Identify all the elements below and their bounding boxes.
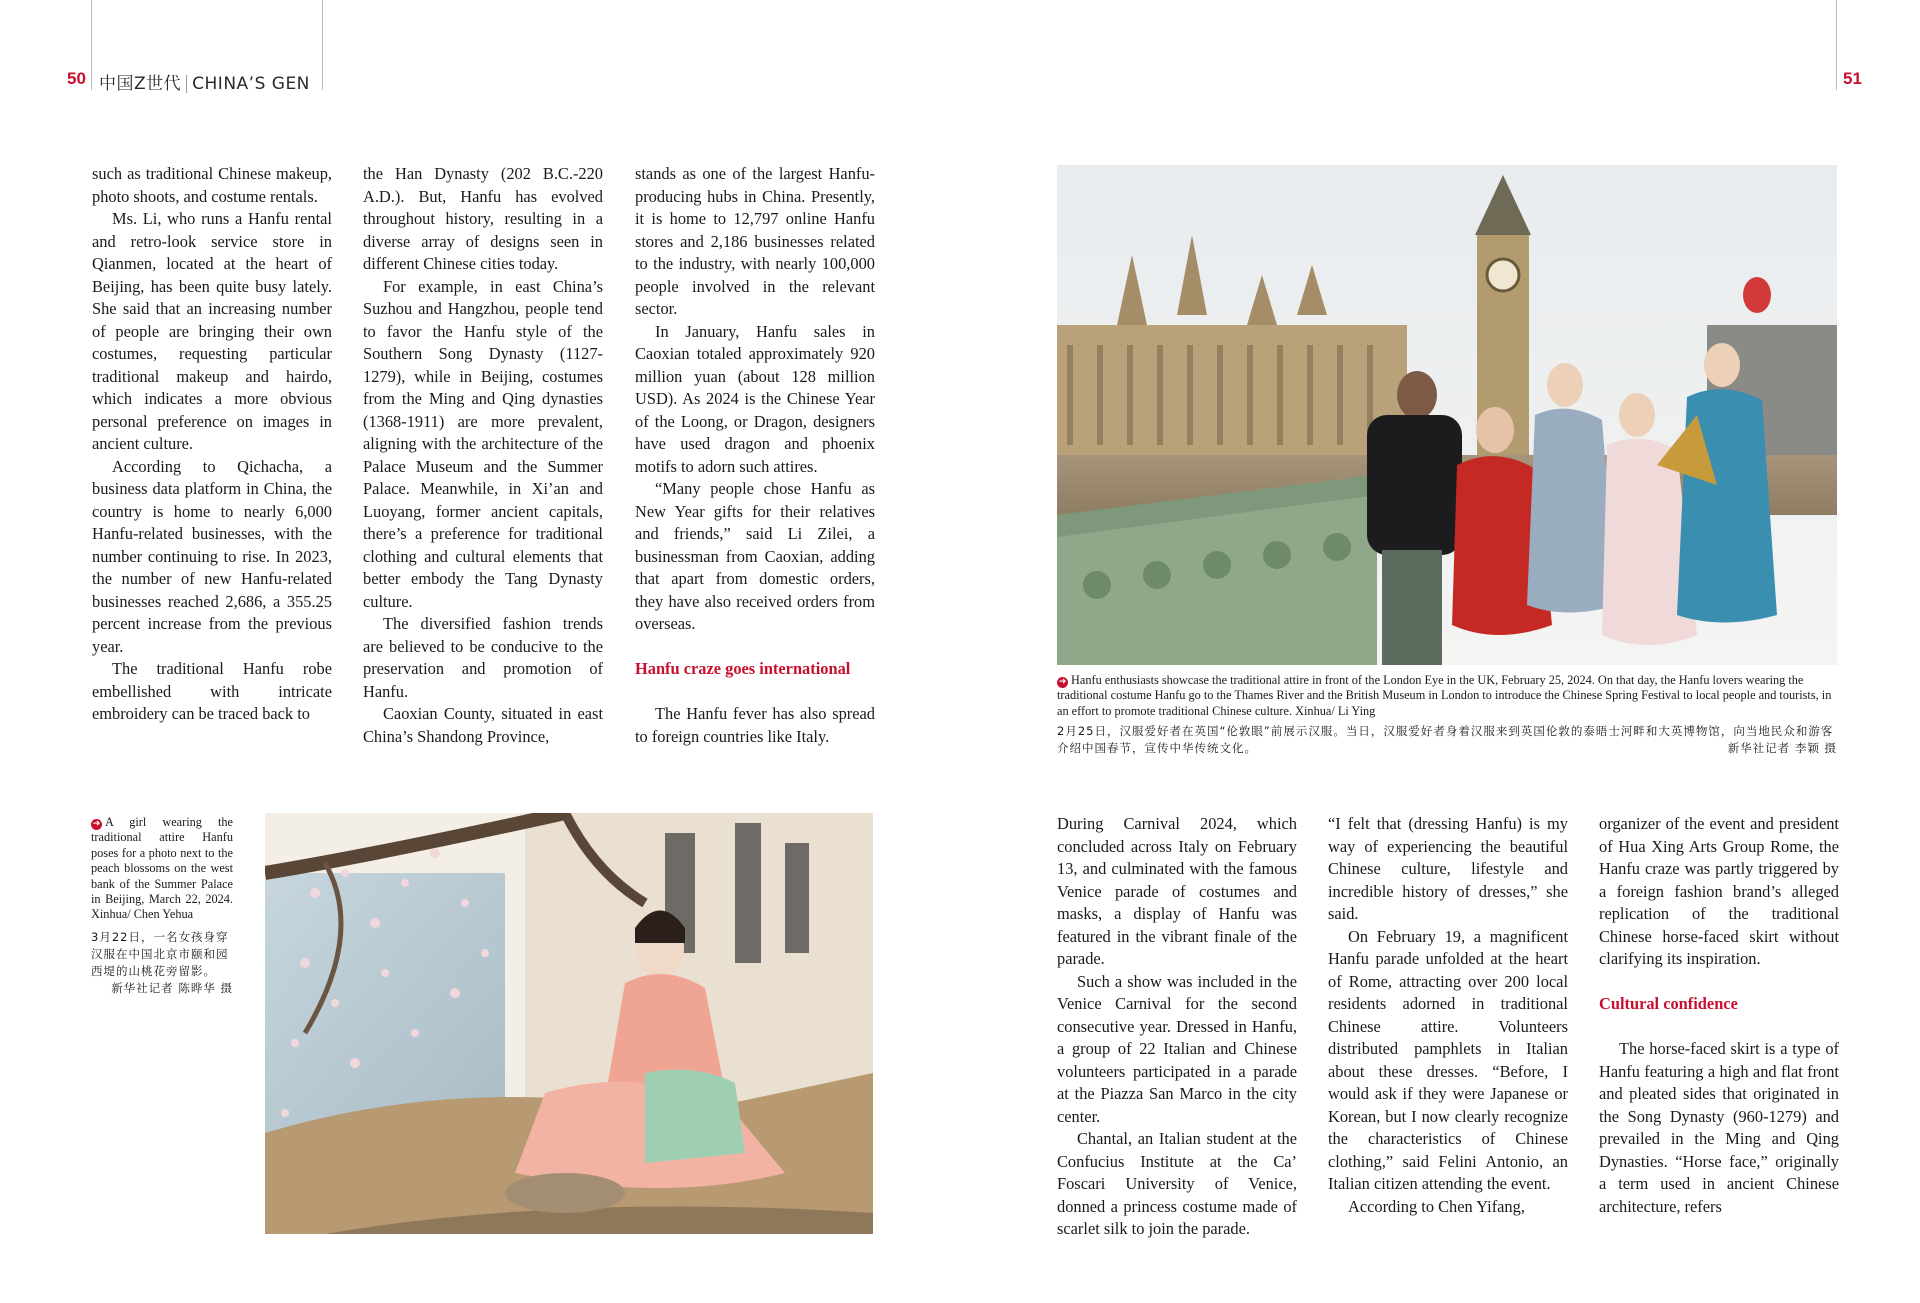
london-caption-en: ➜ Hanfu enthusiasts showcase the traditional attire in front of the London Eye in the UK, February 25, 2024. On that day, the Hanfu lovers wearing the traditional costume Hanfu go to the Thames River and the British Museum in London to introduce the Chinese Spring Festival to local people and tourists, in an effort to promote traditional Chinese culture. Xinhua/ Li Ying [1057, 673, 1832, 718]
spacer [635, 636, 875, 659]
spacer [1599, 971, 1839, 994]
london-caption-zh: 2月25日，汉服爱好者在英国“伦敦眼”前展示汉服。当日，汉服爱好者身着汉服来到英国伦敦的泰晤士河畔和大英博物馆，向当地民众和游客介绍中国春节，宣传中华传统文化。 [1057, 724, 1834, 756]
summer-palace-photo-illustration [265, 813, 873, 1234]
text-column-3 [635, 163, 875, 748]
red-arrow-bullet-icon: ➜ [92, 819, 101, 829]
london-caption-credit: 新华社记者 李颖 摄 [1727, 741, 1837, 756]
section-heading: Cultural confidence [1599, 994, 1738, 1013]
paragraph: On February 19, a magnificent Hanfu parade unfolded at the heart of Rome, attracting over 200 local residents adorned in traditional Chinese attire. Volunteers distributed pamphlets in Italian about these dresses. “Before, I would ask if they were Japanese or Korean, but I now clearly recognize the characteristics of Chinese clothing,” said Felini Antonio, an Italian citizen attending the event. [1328, 926, 1568, 1193]
header-title-cn: 中国Z世代 [99, 74, 182, 94]
paragraph: Such a show was included in the Venice Carnival for the second consecutive year. Dressed in Hanfu, a group of 22 Italian and Chinese volunteers participated in a parade at the Piazza San Marco in the city center. [1057, 971, 1297, 1126]
paragraph: For example, in east China’s Suzhou and Hangzhou, people tend to favor the Hanfu style of the Southern Song Dynasty (1127-1279), while in Beijing, costumes from the Ming and Qing dynasties (1368-1911) are more prevalent, aligning with the architecture of the Palace Museum and the Summer Palace. Meanwhile, in Xi’an and Luoyang, former ancient capitals, there’s a preference for traditional clothing and cultural elements that better embody the Tang Dynasty culture. [363, 276, 603, 611]
left-page-number: 50 [67, 69, 86, 88]
spacer [1599, 1016, 1839, 1039]
paragraph: According to Qichacha, a business data platform in China, the country is home to nearly 6,000 Hanfu-related businesses, with the number continuing to rise. In 2023, the number of new Hanfu-related businesses reached 2,686, a 355.25 percent increase from the previous year. [92, 456, 332, 656]
spacer [635, 681, 875, 704]
paragraph: stands as one of the largest Hanfu-producing hubs in China. Presently, it is home to 12,797 online Hanfu stores and 2,186 businesses related to the industry, with nearly 100,000 people involved in the relevant sector. [635, 164, 875, 318]
section-heading: Hanfu craze goes international [635, 659, 851, 678]
beijing-caption-en: ➜ A girl wearing the traditional attire Hanfu poses for a photo next to the peach blossoms on the west bank of the Summer Palace in Beijing, March 22, 2024. Xinhua/ Chen Yehua [91, 815, 233, 922]
paragraph: “I felt that (dressing Hanfu) is my way of experiencing the beautiful Chinese culture, lifestyle and incredible history of dresses,” she said. [1328, 814, 1568, 923]
red-arrow-bullet-icon: ➜ [1058, 677, 1067, 687]
london-photo-illustration [1057, 165, 1837, 665]
paragraph: Chantal, an Italian student at the Confucius Institute at the Ca’ Foscari University of Venice, donned a princess costume made of scarlet silk to join the parade. [1057, 1129, 1297, 1238]
paragraph: The traditional Hanfu robe embellished with intricate embroidery can be traced back to [92, 659, 332, 723]
london-caption [1057, 673, 1837, 757]
header-title-en: CHINA’S GEN [192, 74, 310, 94]
paragraph: The diversified fashion trends are believed to be conducive to the preservation and promotion of Hanfu. [363, 614, 603, 701]
right-page-number: 51 [1843, 69, 1862, 88]
text-column-1 [92, 163, 332, 726]
text-column-4 [1057, 813, 1297, 1241]
beijing-caption [91, 815, 233, 997]
beijing-caption-zh: 3月22日，一名女孩身穿汉服在中国北京市颐和园西堤的山桃花旁留影。 [91, 929, 229, 978]
london-westminster-photo [1057, 165, 1837, 665]
paragraph: The Hanfu fever has also spread to foreign countries like Italy. [635, 704, 875, 746]
paragraph: “Many people chose Hanfu as New Year gifts for their relatives and friends,” said Li Zilei, a businessman from Caoxian, adding that apart from domestic orders, they have also received orders from overseas. [635, 479, 875, 633]
summer-palace-photo [265, 813, 873, 1234]
paragraph: During Carnival 2024, which concluded across Italy on February 13, and culminated with the famous Venice parade of costumes and masks, a display of Hanfu was featured in the vibrant finale of the parade. [1057, 814, 1297, 968]
header-separator [186, 75, 187, 93]
paragraph: organizer of the event and president of Hua Xing Arts Group Rome, the Hanfu craze was partly triggered by a foreign fashion brand’s alleged replication of the traditional Chinese horse-faced skirt without clarifying its inspiration. [1599, 814, 1839, 968]
running-header [99, 69, 310, 94]
header-rule-left-1 [91, 0, 92, 90]
paragraph: In January, Hanfu sales in Caoxian totaled approximately 920 million yuan (about 128 million USD). As 2024 is the Chinese Year of the Loong, or Dragon, designers have used dragon and phoenix motifs to adorn such attires. [635, 321, 875, 476]
paragraph: such as traditional Chinese makeup, photo shoots, and costume rentals. [92, 164, 332, 206]
paragraph: Caoxian County, situated in east China’s Shandong Province, [363, 704, 603, 746]
text-column-5 [1328, 813, 1568, 1218]
paragraph: According to Chen Yifang, [1348, 1196, 1525, 1216]
text-column-2 [363, 163, 603, 748]
header-rule-left-2 [322, 0, 323, 90]
paragraph: Ms. Li, who runs a Hanfu rental and retro-look service store in Qianmen, located at the heart of Beijing, has been quite busy lately. She said that an increasing number of people are bringing their own costumes, requesting particular traditional makeup and hairdo, which indicates a more obvious personal preference on images in ancient culture. [92, 209, 332, 453]
header-rule-right [1836, 0, 1837, 90]
beijing-caption-credit: 新华社记者 陈晔华 摄 [111, 980, 233, 995]
text-column-6 [1599, 813, 1839, 1218]
paragraph: the Han Dynasty (202 B.C.-220 A.D.). But, Hanfu has evolved throughout history, resulting in a diverse array of designs seen in different Chinese cities today. [363, 164, 603, 273]
paragraph: The horse-faced skirt is a type of Hanfu featuring a high and flat front and pleated sides that originated in the Song Dynasty (960-1279) and prevailed in the Ming and Qing Dynasties. “Horse face,” originally a term used in ancient Chinese architecture, refers [1599, 1039, 1839, 1216]
